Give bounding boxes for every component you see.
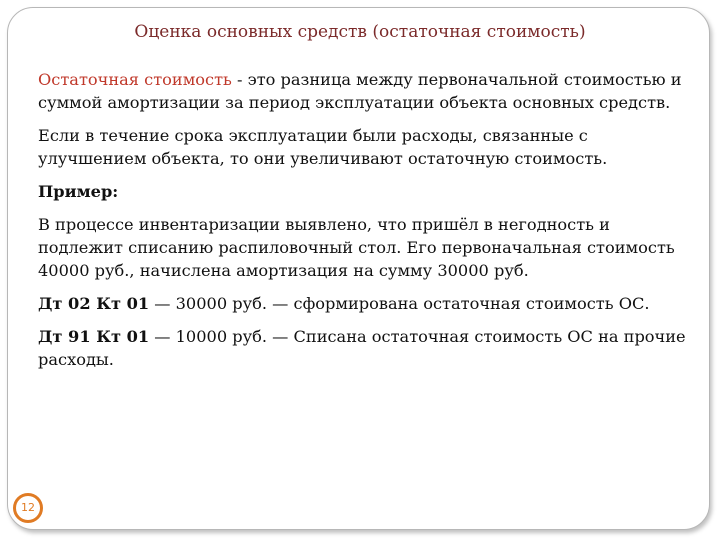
page-number-badge: 12 — [13, 493, 43, 523]
improvement-paragraph: Если в течение срока эксплуатации были расходы, связанные с улучшением объекта, то они увеличивают остаточную стоимость. — [38, 126, 608, 168]
entry-2-accounts: Дт 91 Кт 01 — [38, 327, 150, 346]
example-label: Пример: — [38, 182, 119, 201]
slide-content — [38, 68, 688, 381]
entry-2-text: — 10000 руб. — Списана остаточная стоимость ОС на прочие расходы. — [38, 327, 686, 369]
definition-text: - это разница между первоначальной стоимостью и суммой амортизации за период эксплуатации объекта основных средств. — [38, 70, 682, 112]
example-paragraph: В процессе инвентаризации выявлено, что пришёл в негодность и подлежит списанию распиловочный стол. Его первоначальная стоимость 40000 руб., начислена амортизация на сумму 30000 руб. — [38, 215, 675, 280]
entry-1-accounts: Дт 02 Кт 01 — [38, 294, 150, 313]
entry-2 — [38, 325, 688, 371]
definition-paragraph — [38, 68, 688, 114]
slide-title: Оценка основных средств (остаточная стоимость) — [134, 22, 586, 42]
entry-1-text: — 30000 руб. — сформирована остаточная стоимость ОС. — [149, 294, 650, 313]
entry-1 — [38, 292, 688, 315]
definition-term: Остаточная стоимость — [38, 70, 232, 89]
